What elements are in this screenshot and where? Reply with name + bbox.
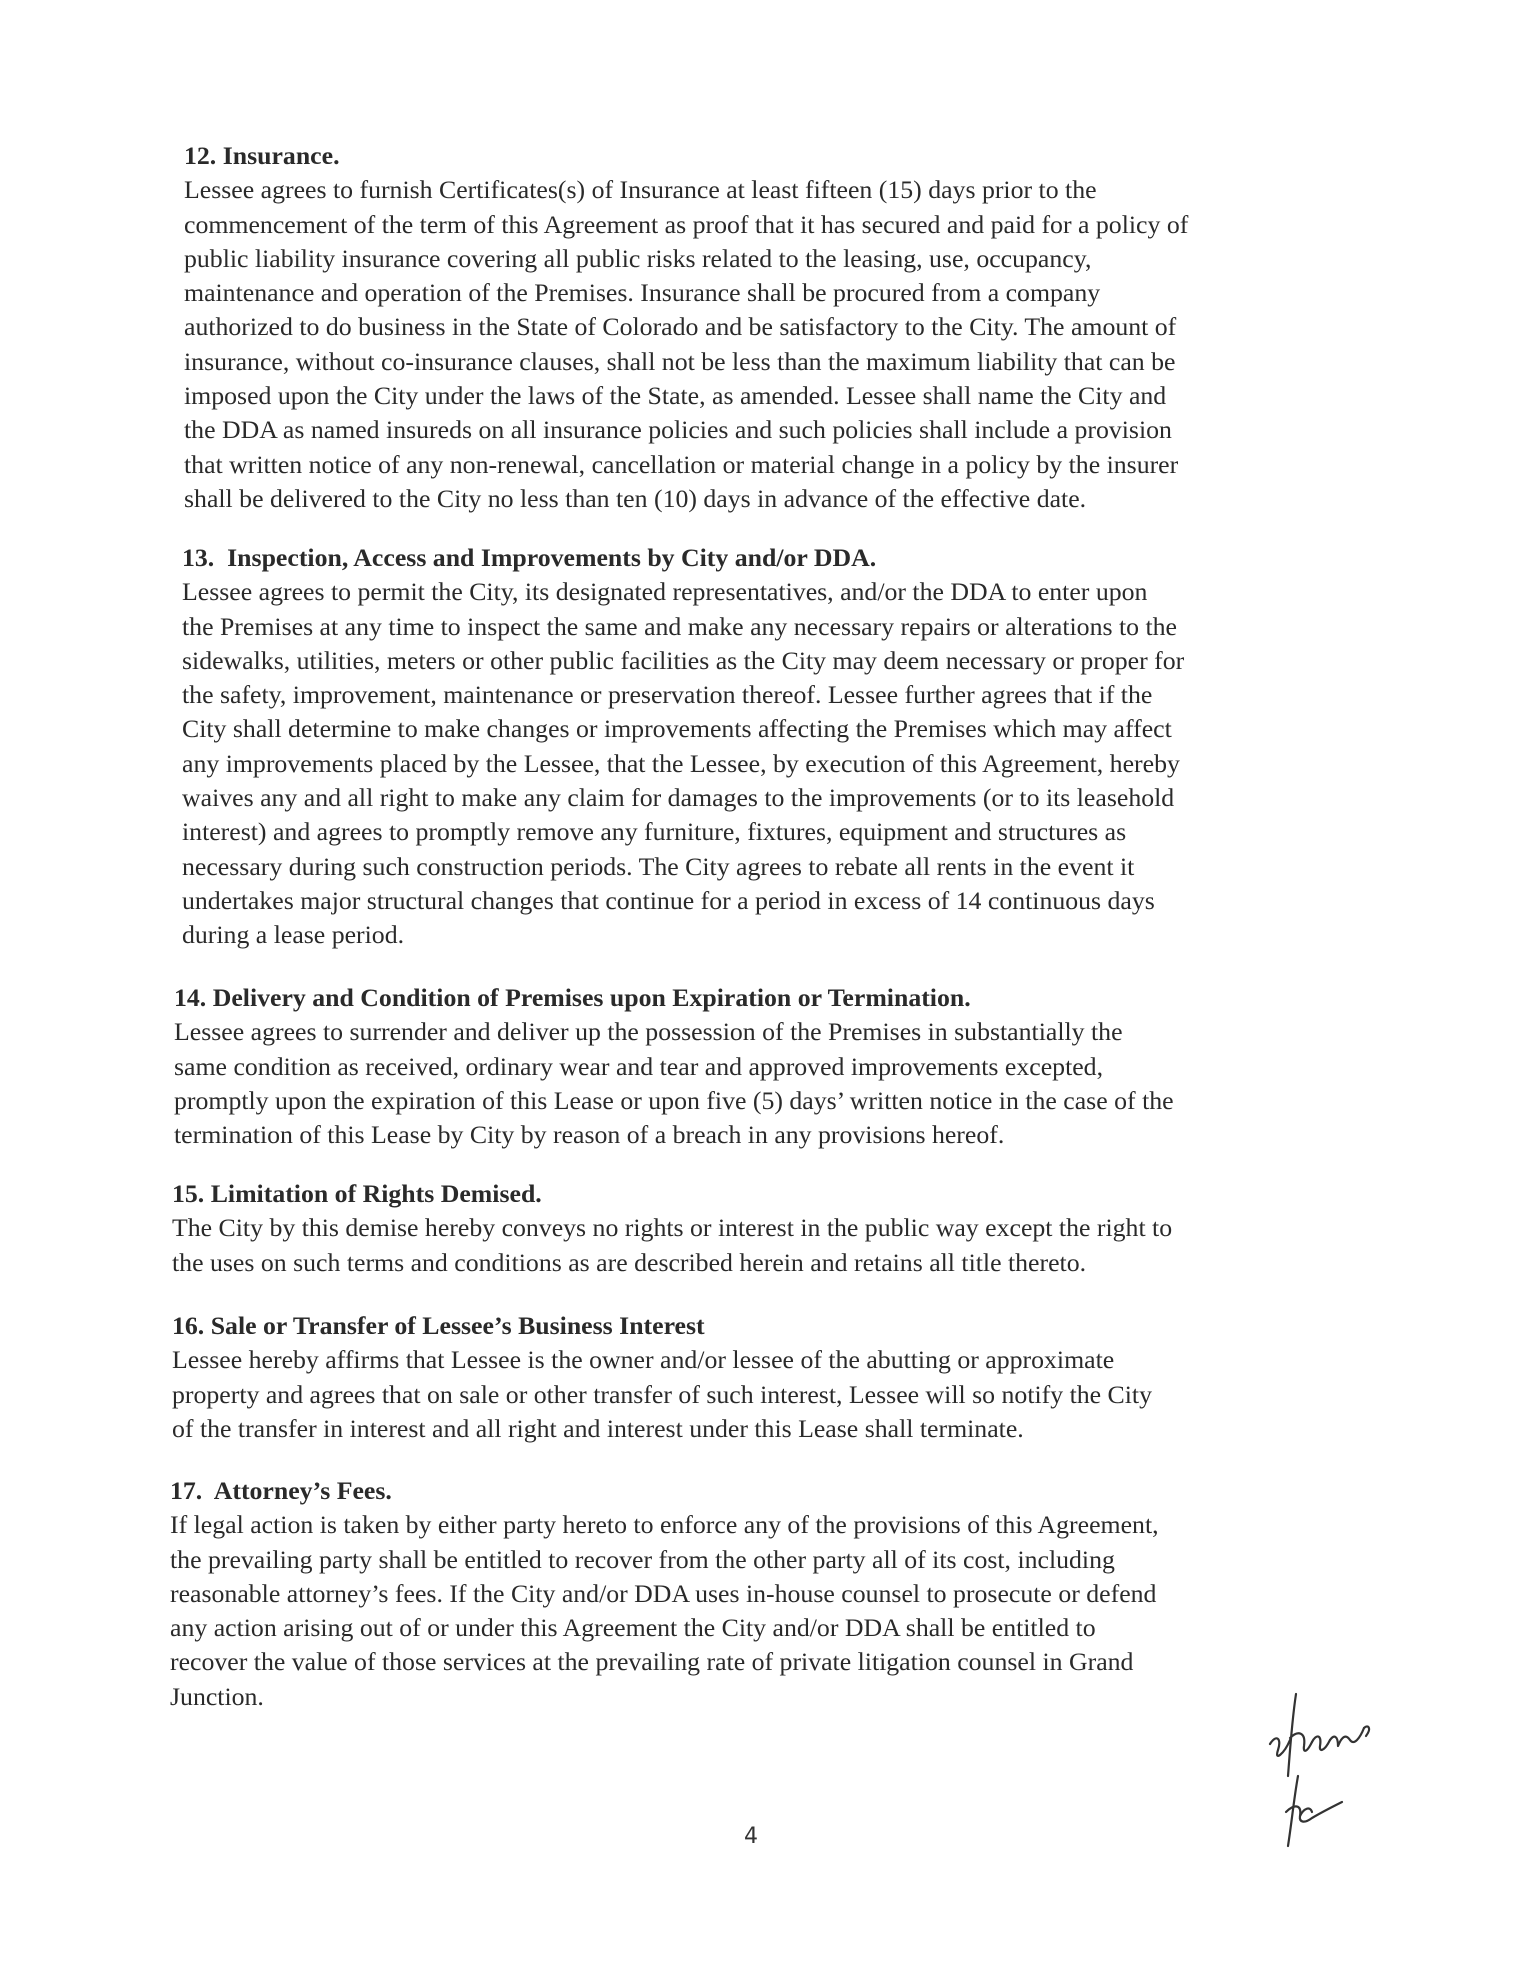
section-line: the safety, improvement, maintenance or preservation thereof. Lessee further agrees that if the (182, 680, 1153, 710)
section-line: the uses on such terms and conditions as are described herein and retains all title thereto. (172, 1247, 1087, 1277)
section-line: Lessee agrees to surrender and deliver up the possession of the Premises in substantially the (174, 1017, 1123, 1047)
section-heading: 16. Sale or Transfer of Lessee’s Business Interest (172, 1311, 705, 1340)
section-line: property and agrees that on sale or other transfer of such interest, Lessee will so notify the City (172, 1379, 1152, 1409)
section-insurance (184, 139, 1394, 516)
section-line: the Premises at any time to inspect the same and make any necessary repairs or alterations to the (182, 611, 1177, 641)
section-line: waives any and all right to make any claim for damages to the improvements (or to its leasehold (182, 783, 1175, 813)
section-heading: 12. Insurance. (184, 141, 340, 170)
section-line: Lessee agrees to furnish Certificates(s) of Insurance at least fifteen (15) days prior to the (184, 175, 1097, 205)
section-line: public liability insurance covering all public risks related to the leasing, use, occupancy, (184, 243, 1092, 273)
section-attorneys-fees (170, 1474, 1380, 1714)
section-heading: 17. Attorney’s Fees. (170, 1476, 392, 1505)
section-line: recover the value of those services at the prevailing rate of private litigation counsel in Grand (170, 1647, 1134, 1677)
section-line: the DDA as named insureds on all insurance policies and such policies shall include a provision (184, 415, 1172, 445)
section-line: termination of this Lease by City by reason of a breach in any provisions hereof. (174, 1120, 1005, 1150)
section-line: the prevailing party shall be entitled to recover from the other party all of its cost, including (170, 1544, 1115, 1574)
section-line: The City by this demise hereby conveys no rights or interest in the public way except the right to (172, 1213, 1173, 1243)
section-line: sidewalks, utilities, meters or other public facilities as the City may deem necessary or proper for (182, 645, 1185, 675)
section-line: insurance, without co-insurance clauses, shall not be less than the maximum liability that can be (184, 346, 1176, 376)
section-line: during a lease period. (182, 920, 405, 950)
section-delivery-condition (174, 981, 1384, 1152)
section-line: If legal action is taken by either party hereto to enforce any of the provisions of this Agreement, (170, 1510, 1159, 1540)
section-heading: 14. Delivery and Condition of Premises upon Expiration or Termination. (174, 983, 971, 1012)
section-line: undertakes major structural changes that continue for a period in excess of 14 continuous days (182, 885, 1155, 915)
section-line: Junction. (170, 1681, 264, 1711)
section-limitation-of-rights (172, 1177, 1382, 1280)
section-sale-or-transfer (172, 1309, 1382, 1446)
section-heading: 15. Limitation of Rights Demised. (172, 1179, 542, 1208)
section-line: maintenance and operation of the Premises. Insurance shall be procured from a company (184, 278, 1101, 308)
section-line: authorized to do business in the State of Colorado and be satisfactory to the City. The amount of (184, 312, 1177, 342)
section-heading: 13. Inspection, Access and Improvements by City and/or DDA. (182, 543, 877, 572)
section-inspection-access (182, 541, 1392, 953)
section-line: that written notice of any non-renewal, cancellation or material change in a policy by the insurer (184, 449, 1179, 479)
section-line: Lessee agrees to permit the City, its designated representatives, and/or the DDA to enter upon (182, 577, 1148, 607)
section-line: promptly upon the expiration of this Lease or upon five (5) days’ written notice in the case of the (174, 1085, 1174, 1115)
section-line: same condition as received, ordinary wear and tear and approved improvements excepted, (174, 1051, 1104, 1081)
page-number: 4 (744, 1824, 758, 1849)
section-line: City shall determine to make changes or improvements affecting the Premises which may affect (182, 714, 1172, 744)
section-line: Lessee hereby affirms that Lessee is the owner and/or lessee of the abutting or approximate (172, 1345, 1115, 1375)
section-line: any improvements placed by the Lessee, that the Lessee, by execution of this Agreement, hereby (182, 748, 1180, 778)
section-line: interest) and agrees to promptly remove any furniture, fixtures, equipment and structures as (182, 817, 1127, 847)
section-line: of the transfer in interest and all right and interest under this Lease shall terminate. (172, 1413, 1024, 1443)
section-line: commencement of the term of this Agreement as proof that it has secured and paid for a policy of (184, 209, 1189, 239)
section-line: reasonable attorney’s fees. If the City and/or DDA uses in-house counsel to prosecute or defend (170, 1578, 1157, 1608)
section-line: imposed upon the City under the laws of the State, as amended. Lessee shall name the City and (184, 381, 1167, 411)
section-line: necessary during such construction periods. The City agrees to rebate all rents in the event it (182, 851, 1135, 881)
handwritten-initials (1250, 1680, 1400, 1860)
section-line: any action arising out of or under this Agreement the City and/or DDA shall be entitled to (170, 1613, 1096, 1643)
section-line: shall be delivered to the City no less than ten (10) days in advance of the effective date. (184, 483, 1087, 513)
